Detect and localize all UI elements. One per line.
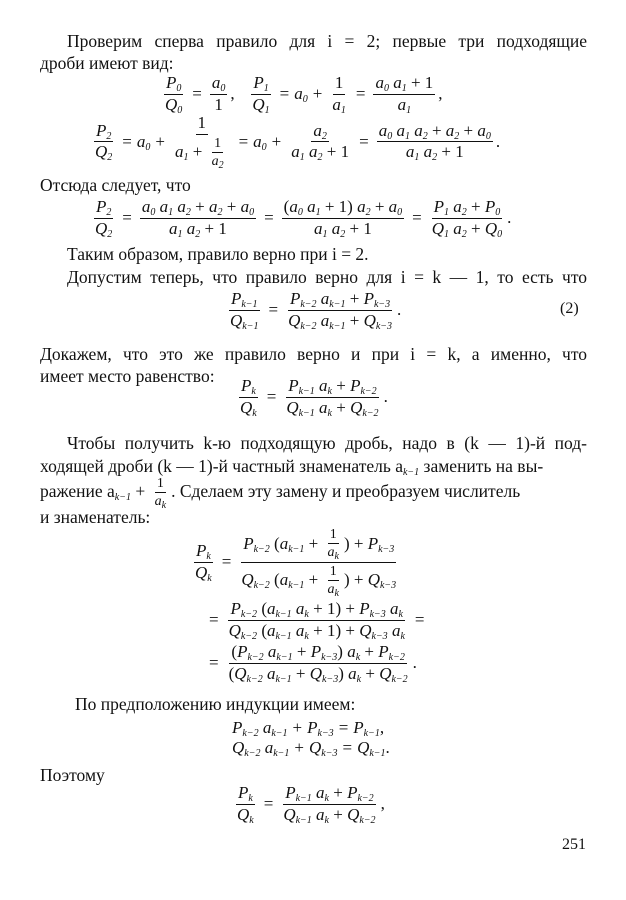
- text-line: Проверим сперва правило для i = 2; первые три подходящие: [67, 31, 587, 51]
- formula-to-prove: $\frac{P_k}{Q_k}$ = $\frac{P_{k-1} a_k + P_{k-2}}{Q_{k-1} a_k + Q_{k-2}}$ .: [240, 376, 388, 419]
- formula-derived: $\frac{P_2}{Q_2}$ = $\frac{a_0 a_1 a_2 + a_2 + a_0}{a_1 a_2 + 1}$ = $\frac{(a_0 a_1 + 1) a_2 + a_0}{a_1 a_2 + 1}$ = $\frac{P_1 a_2 + P_0}{Q_1 a_2 + Q_0}$ .: [95, 197, 512, 240]
- formula-induction-hypothesis: $\frac{P_{k-1}}{Q_{k-1}}$ = $\frac{P_{k-2} a_{k-1} + P_{k-3}}{Q_{k-2} a_{k-1} + Q_{k-3}}$ .: [230, 289, 402, 332]
- formula-convergents-1: $\frac{P_0}{Q_0}$ = $\frac{a_0}{1}$ , $\frac{P_1}{Q_1}$ = $a_0$ + $\frac{1}{a_1}$ = $\frac{a_0 a_1 + 1}{a_1}$ ,: [165, 73, 443, 116]
- text-line: имеет место равенство:: [40, 366, 215, 386]
- text-line: ражение $a_{k-1}$ + $\frac{1}{a_k}$ . Сделаем эту замену и преобразуем числитель: [40, 476, 521, 512]
- text-line: Таким образом, правило верно при i = 2.: [67, 244, 369, 264]
- formula-substitution: $\frac{P_k}{Q_k}$ = $P_{k-2}$ ( $a_{k-1}$ + $\frac{1}{a_k}$ ) + $P_{k-3}$ $Q_{k-2}$ ( $a_{k-1}$ + $\frac{1}{a_k}$ ) + $Q_{k-3}$: [195, 527, 397, 600]
- text-line: По предположению индукции имеем:: [75, 694, 356, 714]
- text-line: Допустим теперь, что правило верно для i = k — 1, то есть что: [67, 267, 587, 287]
- text-line: Поэтому: [40, 765, 105, 785]
- equation-number: (2): [560, 300, 579, 317]
- text-line: ходящей дроби (k — 1)-й частный знаменатель $a_{k-1}$ заменить на вы-: [40, 456, 544, 478]
- page-number: 251: [562, 836, 586, 853]
- text-line: Докажем, что это же правило верно и при i = k, а именно, что: [40, 344, 587, 364]
- formula-step-2: = $\frac{P_{k-2} (a_{k-1} a_k + 1) + P_{k-3} a_k}{Q_{k-2} (a_{k-1} a_k + 1) + Q_{k-3} a_k}$ =: [209, 599, 425, 642]
- formula-induction-p: $P_{k-2}$ $a_{k-1}$ + $P_{k-3}$ = $P_{k-1}$ ,: [232, 718, 385, 739]
- text-line: дроби имеют вид:: [40, 53, 174, 73]
- formula-final: $\frac{P_k}{Q_k}$ = $\frac{P_{k-1} a_k + P_{k-2}}{Q_{k-1} a_k + Q_{k-2}}$ ,: [237, 783, 385, 826]
- text-line: Отсюда следует, что: [40, 175, 191, 195]
- formula-step-3: = $\frac{(P_{k-2} a_{k-1} + P_{k-3}) a_k + P_{k-2}}{(Q_{k-2} a_{k-1} + Q_{k-3}) a_k + Q_{k-2}}$ .: [209, 642, 417, 685]
- formula-induction-q: $Q_{k-2}$ $a_{k-1}$ + $Q_{k-3}$ = $Q_{k-1}$ .: [232, 738, 390, 759]
- formula-convergent-2: $\frac{P_2}{Q_2}$ = $a_0$ + 1 $a_1$ + $\frac{1}{a_2}$ = $a_0$ + $\frac{a_2}{a_1 a_2 + 1}$ = $\frac{a_0 a_1 a_2 + a_2 + a_0}{a_1 a_2 + 1}$ .: [95, 113, 501, 172]
- text-line: и знаменатель:: [40, 507, 151, 527]
- text-line: Чтобы получить k-ю подходящую дробь, надо в (k — 1)-й под-: [67, 433, 587, 453]
